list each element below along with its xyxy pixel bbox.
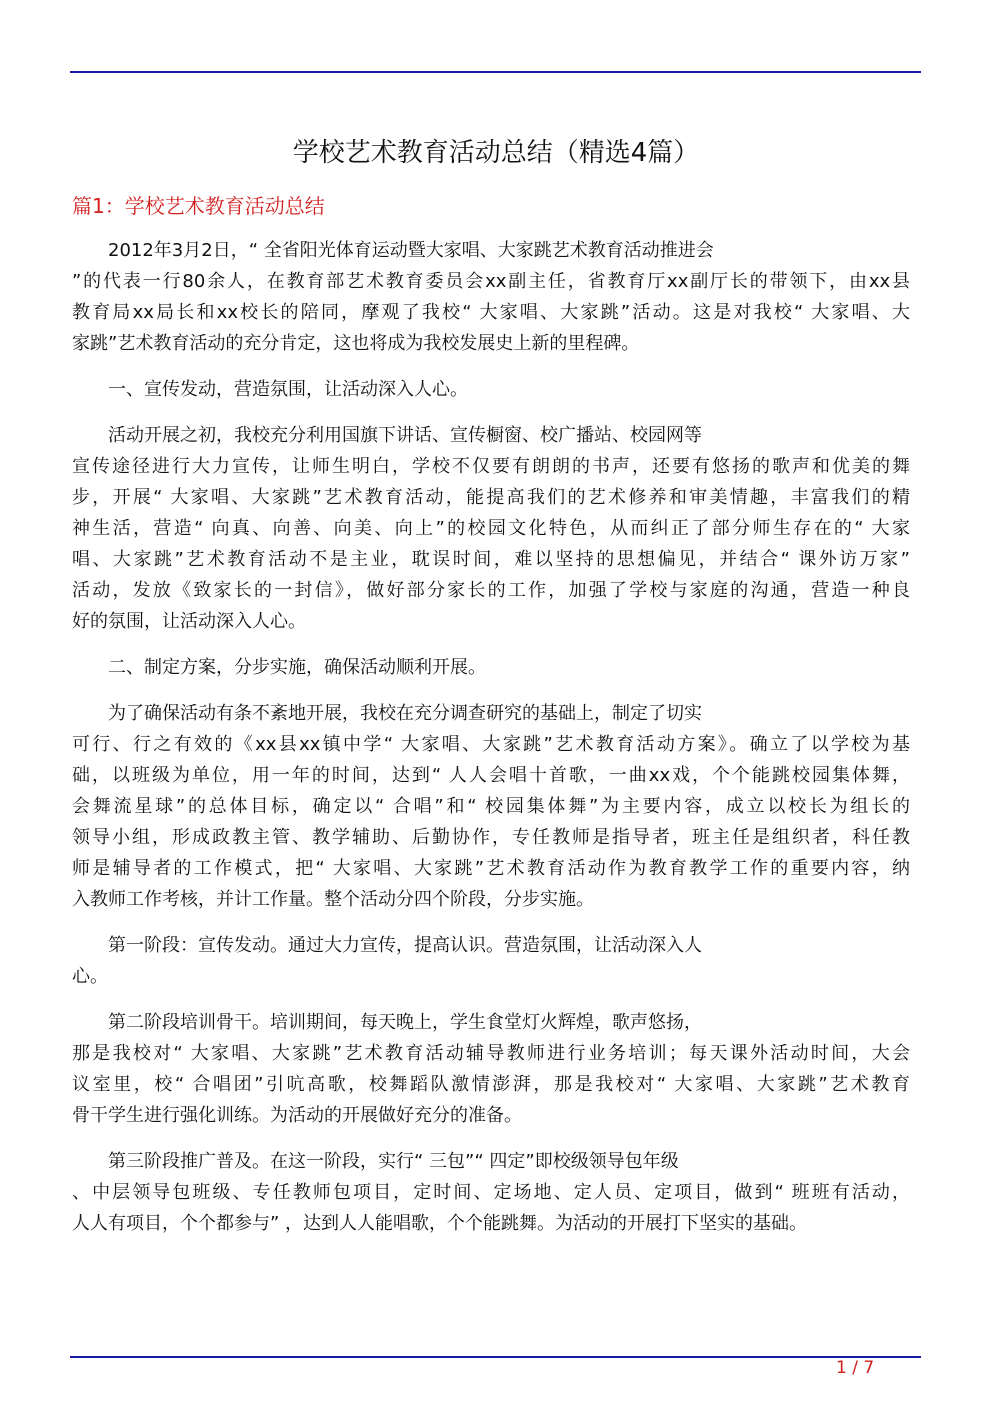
paragraph-line: 骨干学生进行强化训练。为活动的开展做好充分的准备。: [72, 1105, 522, 1126]
paragraph: [72, 930, 910, 992]
paragraph-line: 会舞流星球”的总体目标，确定以“ 合唱”和“ 校园集体舞”为主要内容，成立以校长为组长的: [72, 796, 910, 817]
paragraph-line: 师是辅导者的工作模式，把“ 大家唱、大家跳”艺术教育活动作为教育教学工作的重要内容，纳: [72, 858, 910, 879]
paragraph-line: 教育局xx局长和xx校长的陪同，摩观了我校“ 大家唱、大家跳”活动。这是对我校“ 大家唱、大: [72, 302, 910, 323]
paragraph-line: 活动开展之初，我校充分利用国旗下讲话、宣传橱窗、校广播站、校园网等: [108, 425, 702, 446]
paragraph-line: 那是我校对“ 大家唱、大家跳”艺术教育活动辅导教师进行业务培训；每天课外活动时间，大会: [72, 1043, 910, 1064]
paragraph-line: 为了确保活动有条不紊地开展，我校在充分调查研究的基础上，制定了切实: [108, 703, 702, 724]
paragraph-line: 唱、大家跳”艺术教育活动不是主业，耽误时间，难以坚持的思想偏见，并结合“ 课外访万家”: [72, 549, 910, 570]
paragraph-line: 领导小组，形成政教主管、教学辅助、后勤协作，专任教师是指导者，班主任是组织者，科任教: [72, 827, 910, 848]
paragraph-line: 活动，发放《致家长的一封信》，做好部分家长的工作，加强了学校与家庭的沟通，营造一种良: [72, 580, 910, 601]
paragraph: [72, 1007, 910, 1131]
paragraph-line: 第二阶段培训骨干。培训期间，每天晚上，学生食堂灯火辉煌，歌声悠扬，: [108, 1012, 702, 1033]
paragraph-line: 议室里，校“ 合唱团”引吭高歌，校舞蹈队激情澎湃，那是我校对“ 大家唱、大家跳”艺术教育: [72, 1074, 910, 1095]
paragraph-line: 第三阶段推广普及。在这一阶段，实行“ 三包”“ 四定”即校级领导包年级: [108, 1151, 679, 1172]
paragraph-line: 神生活，营造“ 向真、向善、向美、向上”的校园文化特色，从而纠正了部分师生存在的“ 大家: [72, 518, 910, 539]
paragraph: [72, 374, 910, 405]
paragraph-line: 可行、行之有效的《xx县xx镇中学“ 大家唱、大家跳”艺术教育活动方案》。确立了以学校为基: [72, 734, 910, 755]
footer-divider: [70, 1356, 921, 1358]
paragraph-line: ”的代表一行80余人，在教育部艺术教育委员会xx副主任，省教育厅xx副厅长的带领下，由xx县: [72, 271, 910, 292]
paragraph: [72, 420, 910, 637]
paragraph-line: 人人有项目，个个都参与” ，达到人人能唱歌，个个能跳舞。为活动的开展打下坚实的基础。: [72, 1213, 808, 1234]
paragraph-line: 一、宣传发动，营造氛围，让活动深入人心。: [108, 379, 468, 400]
page-number: 1 / 7: [836, 1358, 875, 1378]
paragraph: [72, 698, 910, 915]
document-body: [72, 235, 910, 1254]
paragraph-line: 步，开展“ 大家唱、大家跳”艺术教育活动，能提高我们的艺术修养和审美情趣，丰富我们的精: [72, 487, 910, 508]
paragraph-line: 2012年3月2日，“ 全省阳光体育运动暨大家唱、大家跳艺术教育活动推进会: [108, 240, 714, 261]
paragraph-line: 好的氛围，让活动深入人心。: [72, 611, 306, 632]
paragraph-line: 、中层领导包班级、专任教师包项目，定时间、定场地、定人员、定项目，做到“ 班班有活动，: [72, 1182, 910, 1203]
paragraph: [72, 235, 910, 359]
paragraph-line: 心。: [72, 966, 108, 987]
paragraph-line: 础，以班级为单位，用一年的时间，达到“ 人人会唱十首歌，一曲xx戏，个个能跳校园集体舞，: [72, 765, 910, 786]
paragraph: [72, 1146, 910, 1239]
document-title: 学校艺术教育活动总结（精选4篇）: [292, 138, 700, 168]
paragraph-line: 第一阶段：宣传发动。通过大力宣传，提高认识。营造氛围，让活动深入人: [108, 935, 702, 956]
paragraph-line: 家跳”艺术教育活动的充分肯定，这也将成为我校发展史上新的里程碑。: [72, 333, 640, 354]
paragraph-line: 二、制定方案，分步实施，确保活动顺利开展。: [108, 657, 486, 678]
paragraph-line: 入教师工作考核，并计工作量。整个活动分四个阶段，分步实施。: [72, 889, 594, 910]
header-divider: [70, 71, 921, 73]
paragraph: [72, 652, 910, 683]
section-heading: 篇1：学校艺术教育活动总结: [72, 194, 325, 218]
paragraph-line: 宣传途径进行大力宣传，让师生明白，学校不仅要有朗朗的书声，还要有悠扬的歌声和优美的舞: [72, 456, 910, 477]
